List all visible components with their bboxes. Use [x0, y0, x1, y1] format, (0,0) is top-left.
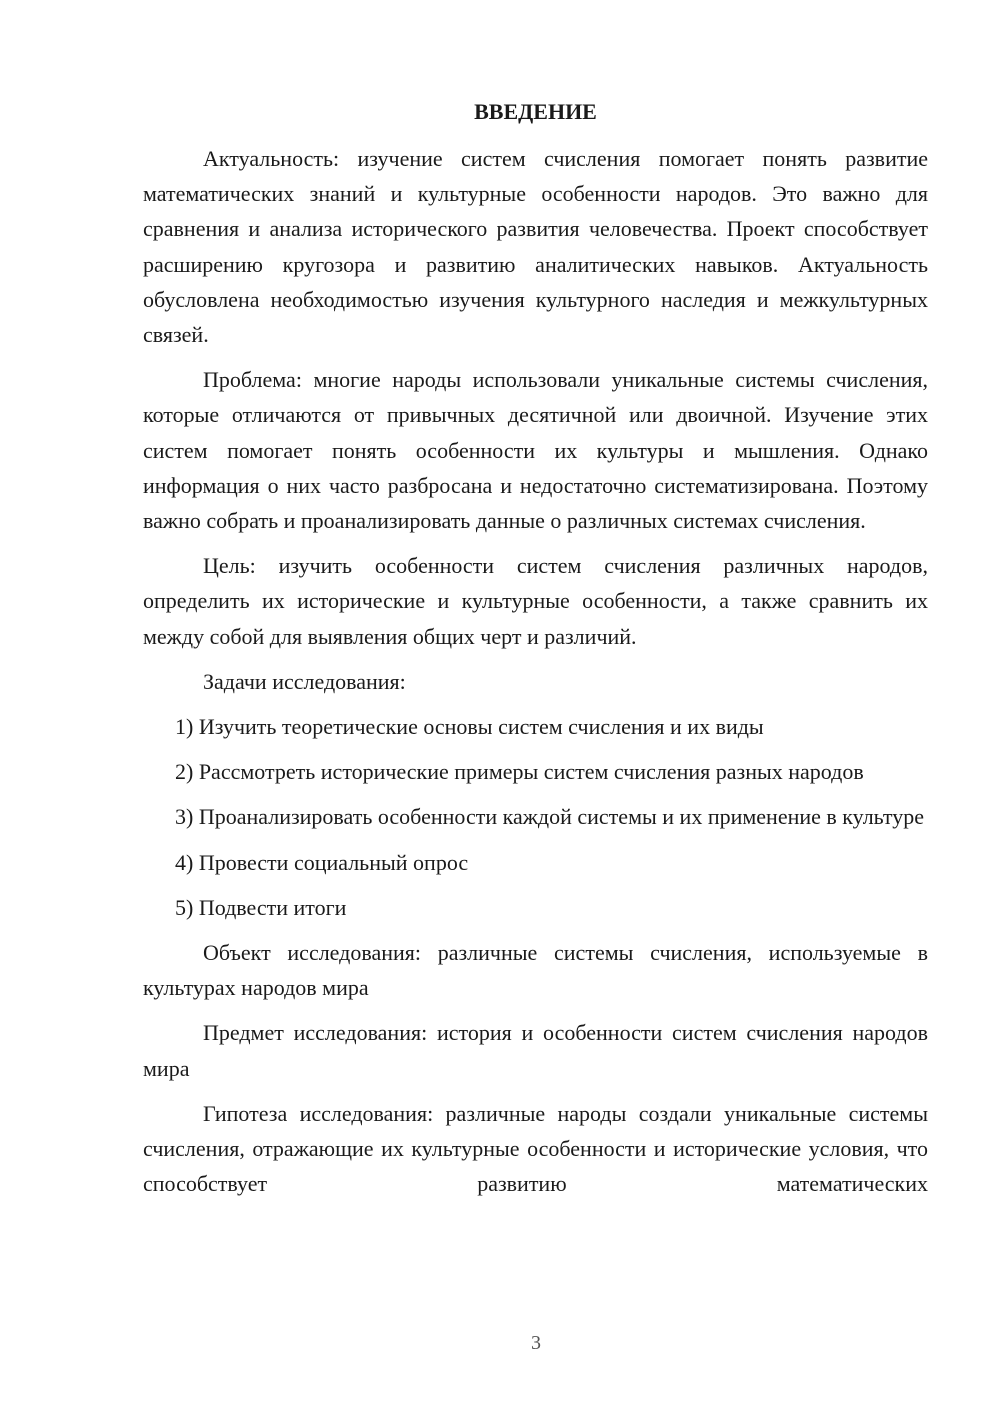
tasks-heading: Задачи исследования: — [203, 668, 406, 694]
hypothesis-paragraph: Гипотеза исследования: различные народы создали уникальные системы счисления, отражающие их культурные особенности и исторические условия, что способствует развитию математических — [143, 1100, 928, 1197]
page-number: 3 — [531, 1332, 541, 1354]
object-paragraph: Объект исследования: различные системы счисления, используемые в культурах народов мира — [143, 940, 928, 1001]
task-item-2: 2) Рассмотреть исторические примеры систем счисления разных народов — [175, 759, 864, 785]
section-title: ВВЕДЕНИЕ — [474, 99, 597, 124]
document-page — [143, 94, 928, 1201]
task-item-1: 1) Изучить теоретические основы систем счисления и их виды — [175, 714, 764, 740]
problem-paragraph: Проблема: многие народы использовали уникальные системы счисления, которые отличаются от привычных десятичной или двоичной. Изучение этих систем помогает понять особенности их культуры и мышления. Однако информация о них часто разбросана и недостаточно систематизирована. Поэтому важно собрать и проанализировать данные о различных системах счисления. — [143, 367, 928, 534]
task-item-5: 5) Подвести итоги — [175, 894, 347, 920]
task-item-3: 3) Проанализировать особенности каждой системы и их применение в культуре — [175, 804, 924, 830]
goal-paragraph: Цель: изучить особенности систем счисления различных народов, определить их исторические и культурные особенности, а также сравнить их между собой для выявления общих черт и различий. — [143, 553, 928, 649]
task-item-4: 4) Провести социальный опрос — [175, 849, 469, 875]
relevance-paragraph: Актуальность: изучение систем счисления помогает понять развитие математических знаний и культурные особенности народов. Это важно для сравнения и анализа исторического развития человечества. Проект способствует расширению кругозора и развитию аналитических навыков. Актуальность обусловлена необходимостью изучения культурного наследия и межкультурных связей. — [143, 146, 928, 348]
subject-paragraph: Предмет исследования: история и особенности систем счисления народов мира — [143, 1020, 928, 1081]
